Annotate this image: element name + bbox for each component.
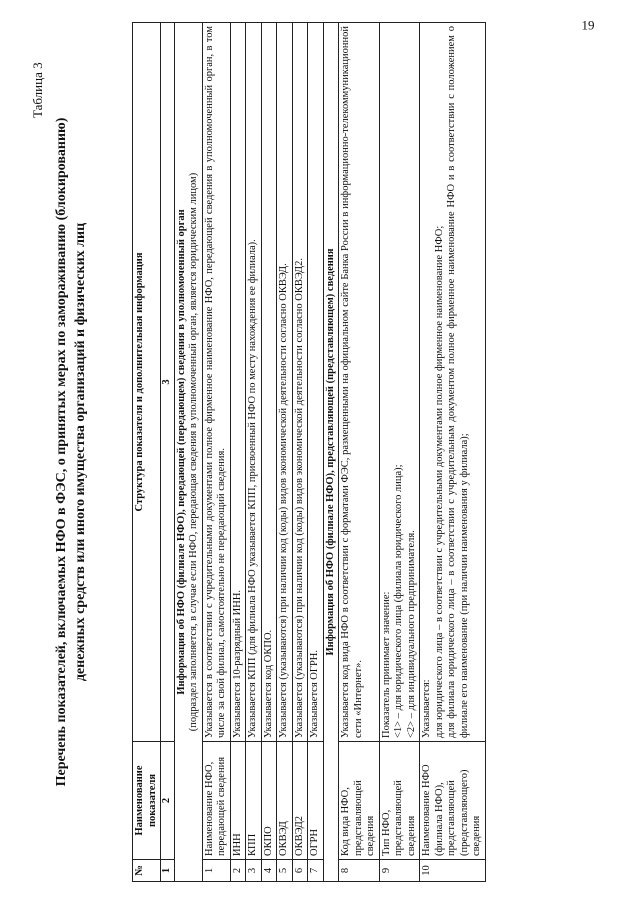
section-title: Информация об НФО (филиале НФО), передающей (передающем) сведения в уполномоченный орган — [175, 209, 187, 695]
indicator-description: Указывается 10-разрядный ИНН. — [230, 23, 246, 742]
row-number: 2 — [230, 860, 246, 882]
row-number: 6 — [292, 860, 308, 882]
section-heading: Информация об НФО (филиале НФО), представляющей (представляющем) сведения — [323, 23, 339, 882]
header-row — [133, 23, 161, 882]
table-row — [230, 23, 246, 882]
section-heading — [174, 23, 202, 882]
table-label: Таблица 3 — [30, 62, 45, 118]
column-number: 2 — [161, 742, 175, 860]
row-number: 8 — [339, 860, 380, 882]
indicators-table — [132, 22, 486, 882]
table-row — [379, 23, 420, 882]
row-number: 4 — [261, 860, 277, 882]
table-row — [261, 23, 277, 882]
section-subtitle: (подраздел заполняется, в случае если НФО, передающая сведения в уполномоченный орган, является юридическим лицом) — [188, 172, 199, 732]
page-number: 19 — [581, 17, 595, 33]
table-row — [202, 23, 230, 882]
table-row — [308, 23, 324, 882]
table-row — [246, 23, 262, 882]
column-number: 1 — [161, 860, 175, 882]
indicator-description: Указывается в соответствии с учредительными документами полное фирменное наименование НФО, передающей сведения в уполномоченный орган, в том числе за свой филиал, самостоятельно не передающий сведения. — [202, 23, 230, 742]
section-heading-row — [174, 23, 202, 882]
document-title — [52, 52, 90, 852]
indicator-name: ОКПО — [261, 742, 277, 860]
indicator-name: КПП — [246, 742, 262, 860]
document-page — [20, 17, 620, 882]
table-row — [277, 23, 293, 882]
indicator-description: Указывается КПП (для филиала НФО указывается КПП, присвоенный НФО по месту нахождения ее филиала). — [246, 23, 262, 742]
indicator-description — [420, 23, 486, 742]
indicator-name: Наименование НФО (филиала НФО), представляющей (представляющего) сведения — [420, 742, 486, 860]
description-line: для филиала юридического лица – в соответствии с учредительным документом полное фирменное наименование НФО и в соответствии с положением о филиале его наименование (при наличии наименования у филиала); — [446, 26, 470, 738]
title-line-1: Перечень показателей, включаемых НФО в ФЭС, о принятых мерах по замораживанию (блокированию) — [54, 117, 69, 787]
row-number: 10 — [420, 860, 486, 882]
column-number: 3 — [161, 23, 175, 742]
indicator-name: Код вида НФО, представляющей сведения — [339, 742, 380, 860]
row-number: 1 — [202, 860, 230, 882]
description-line: для юридического лица – в соответствии с учредительными документами полное фирменное наименование НФО; — [433, 225, 445, 738]
indicator-name: Тип НФО, представляющей сведения — [379, 742, 420, 860]
column-numbers-row — [161, 23, 175, 882]
indicator-name: ИНН — [230, 742, 246, 860]
indicator-description: Указывается код ОКПО. — [261, 23, 277, 742]
table-row — [420, 23, 486, 882]
table-row — [292, 23, 308, 882]
indicator-name: ОКВЭД — [277, 742, 293, 860]
description-line: <2> – для индивидуального предпринимателя. — [405, 530, 417, 738]
title-line-2: денежных средств или иного имущества организаций и физических лиц — [73, 222, 88, 682]
section-heading-row — [323, 23, 339, 882]
description-line: Показатель принимает значение: — [380, 591, 392, 738]
table-row — [339, 23, 380, 882]
row-number: 9 — [379, 860, 420, 882]
header-name: Наименование показателя — [133, 742, 161, 860]
indicator-description: Указывается код вида НФО в соответствии с форматами ФЭС, размещенными на официальном сайте Банка России в информационно-телекоммуникационной сети «Интернет». — [339, 23, 380, 742]
indicator-name: ОГРН — [308, 742, 324, 860]
indicator-description — [379, 23, 420, 742]
indicator-name: ОКВЭД2 — [292, 742, 308, 860]
row-number: 5 — [277, 860, 293, 882]
description-line: <1> – для юридического лица (филиала юридического лица); — [393, 464, 404, 738]
header-number: № — [133, 860, 161, 882]
row-number: 3 — [246, 860, 262, 882]
header-structure: Структура показателя и дополнительная информация — [133, 23, 161, 742]
indicator-description: Указывается (указываются) при наличии код (коды) видов экономической деятельности согласно ОКВЭД2. — [292, 23, 308, 742]
indicator-description: Указывается (указываются) при наличии код (коды) видов экономической деятельности согласно ОКВЭД. — [277, 23, 293, 742]
indicator-name: Наименование НФО, передающей сведения — [202, 742, 230, 860]
row-number: 7 — [308, 860, 324, 882]
description-line: Указывается: — [421, 679, 432, 738]
indicator-description: Указывается ОГРН. — [308, 23, 324, 742]
